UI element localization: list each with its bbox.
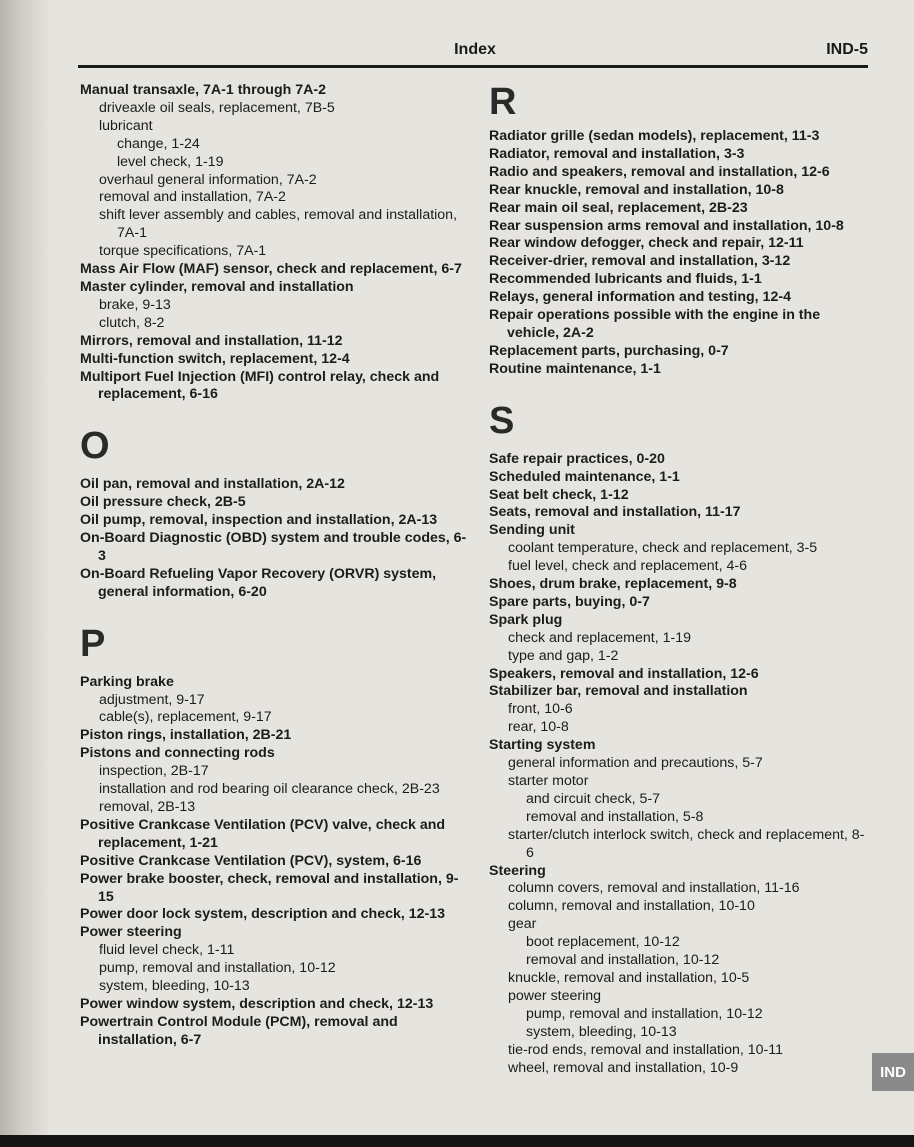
index-subentry-level-check-1-19: level check, 1-19 [117,153,224,170]
section-letter-p: P [80,622,107,665]
index-subentry-column-covers-removal-and-installation-1: column covers, removal and installation, 11-16 [508,880,800,897]
index-entry-power-brake-booster-check-removal-and-in: Power brake booster, check, removal and installation, 9-15 [80,870,459,905]
section-tab: IND [872,1053,914,1091]
index-subentry-starter-clutch-interlock-switch-check-an: starter/clutch interlock switch, check and replacement, 8-6 [508,826,865,861]
index-entry-receiver-drier-removal-and-installation-: Receiver-drier, removal and installation, 3-12 [489,253,791,270]
index-entry-oil-pump-removal-inspection-and-installa: Oil pump, removal, inspection and installation, 2A-13 [80,512,438,529]
index-subentry-system-bleeding-10-13: system, bleeding, 10-13 [526,1023,677,1040]
index-subentry-and-circuit-check-5-7: and circuit check, 5-7 [526,790,661,807]
index-subentry-cable-s-replacement-9-17: cable(s), replacement, 9-17 [99,709,272,726]
index-subentry-clutch-8-2: clutch, 8-2 [99,314,165,331]
index-entry-pistons-and-connecting-rods: Pistons and connecting rods [80,745,275,762]
index-entry-recommended-lubricants-and-fluids-1-1: Recommended lubricants and fluids, 1-1 [489,271,762,288]
index-entry-safe-repair-practices-0-20: Safe repair practices, 0-20 [489,450,665,467]
index-entry-positive-crankcase-ventilation-pcv-syste: Positive Crankcase Ventilation (PCV), system, 6-16 [80,852,422,869]
book-spine-shadow [0,0,48,1147]
index-entry-repair-operations-possible-with-the-engi: Repair operations possible with the engine in the vehicle, 2A-2 [489,307,821,341]
header-rule [78,65,868,68]
page-number: IND-5 [826,41,868,58]
index-entry-on-board-diagnostic-obd-system-and-troub: On-Board Diagnostic (OBD) system and trouble codes, 6-3 [80,530,467,564]
index-entry-relays-general-information-and-testing-1: Relays, general information and testing, 12-4 [489,289,791,306]
index-entry-oil-pan-removal-and-installation-2a-12: Oil pan, removal and installation, 2A-12 [80,476,345,493]
page-title: Index [454,41,496,58]
index-subentry-removal-2b-13: removal, 2B-13 [99,799,196,815]
index-entry-spark-plug: Spark plug [489,611,563,628]
index-subentry-tie-rod-ends-removal-and-installation-10: tie-rod ends, removal and installation, 10-11 [508,1041,783,1058]
index-column-right [489,82,867,1077]
index-subentry-removal-and-installation-7a-2: removal and installation, 7A-2 [99,189,286,206]
index-entry-routine-maintenance-1-1: Routine maintenance, 1-1 [489,360,661,377]
index-entry-rear-suspension-arms-removal-and-install: Rear suspension arms removal and installation, 10-8 [489,217,844,234]
index-entry-multi-function-switch-replacement-12-4: Multi-function switch, replacement, 12-4 [80,350,350,367]
index-entry-steering: Steering [489,862,546,879]
index-subentry-torque-specifications-7a-1: torque specifications, 7A-1 [99,243,267,260]
index-entry-speakers-removal-and-installation-12-6: Speakers, removal and installation, 12-6 [489,665,759,682]
section-letter-o: O [80,425,111,468]
index-subentry-driveaxle-oil-seals-replacement-7b-5: driveaxle oil seals, replacement, 7B-5 [99,99,335,116]
index-entry-rear-window-defogger-check-and-repair-12: Rear window defogger, check and repair, 12-11 [489,235,804,252]
index-entry-parking-brake: Parking brake [80,673,174,690]
index-entry-positive-crankcase-ventilation-pcv-valve: Positive Crankcase Ventilation (PCV) valve, check and replacement, 1-21 [80,816,446,851]
index-entry-stabilizer-bar-removal-and-installation: Stabilizer bar, removal and installation [489,683,748,700]
index-entry-rear-main-oil-seal-replacement-2b-23: Rear main oil seal, replacement, 2B-23 [489,199,748,216]
index-subentry-boot-replacement-10-12: boot replacement, 10-12 [526,934,680,951]
index-entry-seat-belt-check-1-12: Seat belt check, 1-12 [489,486,629,503]
section-letter-r: R [489,81,518,123]
index-subentry-lubricant: lubricant [99,117,153,134]
index-entry-power-window-system-description-and-chec: Power window system, description and check, 12-13 [80,995,434,1012]
index-entry-manual-transaxle-7a-1-through-7a-2: Manual transaxle, 7A-1 through 7A-2 [80,82,326,98]
index-subentry-general-information-and-precautions-5-7: general information and precautions, 5-7 [508,755,763,772]
index-subentry-wheel-removal-and-installation-10-9: wheel, removal and installation, 10-9 [508,1059,739,1076]
index-subentry-starter-motor: starter motor [508,773,589,789]
index-subentry-rear-10-8: rear, 10-8 [508,719,569,736]
index-entry-spare-parts-buying-0-7: Spare parts, buying, 0-7 [489,593,650,610]
index-subentry-removal-and-installation-10-12: removal and installation, 10-12 [526,952,720,969]
index-entry-piston-rings-installation-2b-21: Piston rings, installation, 2B-21 [80,727,292,744]
index-subentry-coolant-temperature-check-and-replacemen: coolant temperature, check and replacement, 3-5 [508,540,818,557]
index-entry-oil-pressure-check-2b-5: Oil pressure check, 2B-5 [80,494,246,511]
index-subentry-pump-removal-and-installation-10-12: pump, removal and installation, 10-12 [526,1005,763,1022]
index-subentry-system-bleeding-10-13: system, bleeding, 10-13 [99,978,250,995]
index-entry-scheduled-maintenance-1-1: Scheduled maintenance, 1-1 [489,468,680,485]
index-entry-on-board-refueling-vapor-recovery-orvr-s: On-Board Refueling Vapor Recovery (ORVR) system, general information, 6-20 [80,565,437,600]
index-subentry-knuckle-removal-and-installation-10-5: knuckle, removal and installation, 10-5 [508,969,750,986]
index-entry-multiport-fuel-injection-mfi-control-rel: Multiport Fuel Injection (MFI) control relay, check and replacement, 6-16 [80,368,440,403]
index-entry-radio-and-speakers-removal-and-installat: Radio and speakers, removal and installation, 12-6 [489,163,830,180]
index-entry-power-door-lock-system-description-and-c: Power door lock system, description and check, 12-13 [80,906,446,923]
index-subentry-inspection-2b-17: inspection, 2B-17 [99,763,209,780]
index-subentry-type-and-gap-1-2: type and gap, 1-2 [508,647,619,664]
index-subentry-fuel-level-check-and-replacement-4-6: fuel level, check and replacement, 4-6 [508,558,747,575]
index-subentry-fluid-level-check-1-11: fluid level check, 1-11 [99,942,235,959]
index-entry-power-steering: Power steering [80,924,182,941]
index-subentry-installation-and-rod-bearing-oil-clearan: installation and rod bearing oil clearance check, 2B-23 [99,781,440,798]
index-entry-master-cylinder-removal-and-installation: Master cylinder, removal and installation [80,278,354,295]
index-subentry-front-10-6: front, 10-6 [508,701,573,718]
bottom-edge [0,1135,914,1147]
index-subentry-brake-9-13: brake, 9-13 [99,296,171,313]
index-subentry-adjustment-9-17: adjustment, 9-17 [99,691,205,708]
index-subentry-gear: gear [508,916,537,933]
index-entry-powertrain-control-module-pcm-removal-an: Powertrain Control Module (PCM), removal and installation, 6-7 [80,1013,398,1048]
index-subentry-pump-removal-and-installation-10-12: pump, removal and installation, 10-12 [99,960,336,977]
index-subentry-shift-lever-assembly-and-cables-removal-: shift lever assembly and cables, removal and installation, 7A-1 [99,207,458,242]
index-subentry-power-steering: power steering [508,987,602,1004]
index-entry-mass-air-flow-maf-sensor-check-and-repla: Mass Air Flow (MAF) sensor, check and replacement, 6-7 [80,261,462,278]
index-entry-sending-unit: Sending unit [489,522,575,539]
section-letter-s: S [489,399,516,442]
index-entry-replacement-parts-purchasing-0-7: Replacement parts, purchasing, 0-7 [489,342,729,359]
index-subentry-check-and-replacement-1-19: check and replacement, 1-19 [508,629,691,646]
index-entry-radiator-removal-and-installation-3-3: Radiator, removal and installation, 3-3 [489,145,745,162]
index-entry-radiator-grille-sedan-models-replacement: Radiator grille (sedan models), replacement, 11-3 [489,128,820,144]
index-entry-seats-removal-and-installation-11-17: Seats, removal and installation, 11-17 [489,504,741,521]
index-subentry-removal-and-installation-5-8: removal and installation, 5-8 [526,808,704,825]
index-entry-starting-system: Starting system [489,737,596,754]
index-entry-shoes-drum-brake-replacement-9-8: Shoes, drum brake, replacement, 9-8 [489,576,737,593]
index-subentry-change-1-24: change, 1-24 [117,135,200,152]
index-entry-rear-knuckle-removal-and-installation-10: Rear knuckle, removal and installation, 10-8 [489,181,784,198]
index-column-left [80,82,472,1050]
index-subentry-column-removal-and-installation-10-10: column, removal and installation, 10-10 [508,898,755,915]
index-subentry-overhaul-general-information-7a-2: overhaul general information, 7A-2 [99,171,317,188]
index-entry-mirrors-removal-and-installation-11-12: Mirrors, removal and installation, 11-12 [80,332,343,349]
